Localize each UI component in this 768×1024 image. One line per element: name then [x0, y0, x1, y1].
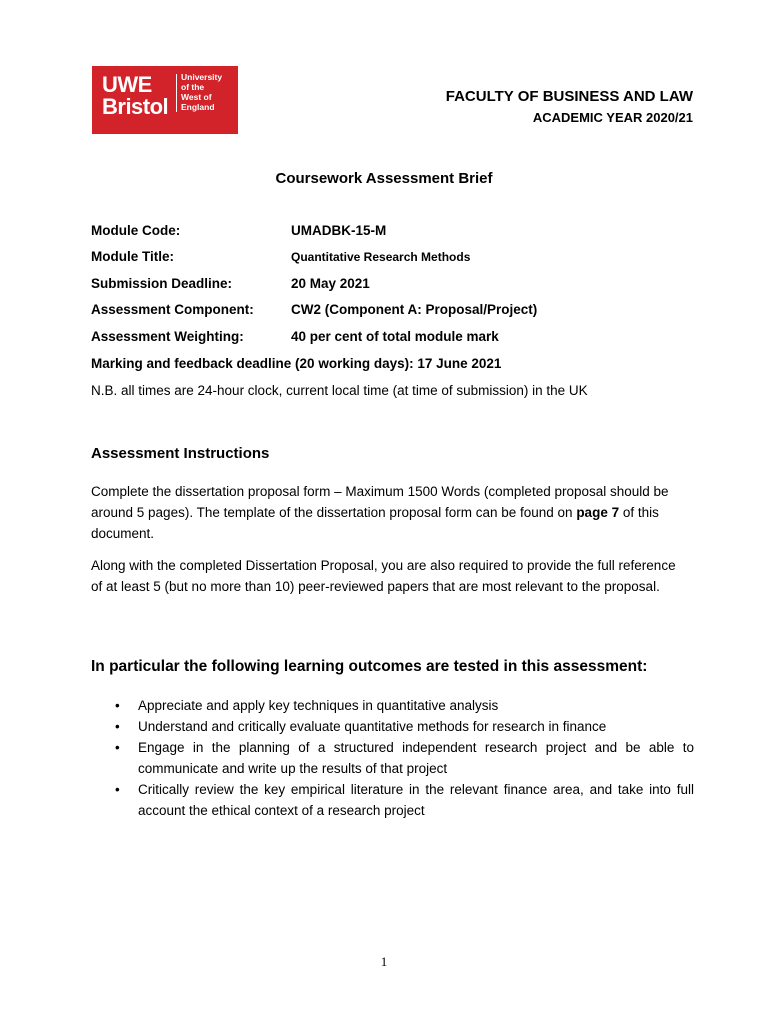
outcome-text: Appreciate and apply key techniques in quantitative analysis [138, 698, 499, 713]
page-reference: page 7 [576, 505, 620, 520]
detail-value: Quantitative Research Methods [291, 250, 471, 264]
detail-label: Module Title: [91, 249, 174, 264]
detail-label: Assessment Component: [91, 302, 254, 317]
learning-outcomes-list [112, 695, 694, 821]
time-note: N.B. all times are 24-hour clock, current local time (at time of submission) in the UK [91, 383, 588, 398]
bullet-icon: • [115, 698, 120, 713]
outcome-text: Critically review the key empirical literature in the relevant finance area, and take into full account the ethical context of a research project [138, 782, 694, 818]
logo-side-line3: West of [181, 92, 212, 102]
detail-value: CW2 (Component A: Proposal/Project) [291, 302, 538, 317]
list-item [112, 779, 694, 821]
instructions-heading: Assessment Instructions [91, 445, 270, 462]
outcome-text: Understand and critically evaluate quantitative methods for research in finance [138, 719, 607, 734]
instructions-paragraph-2: Along with the completed Dissertation Proposal, you are also required to provide the full reference of at least 5 (but no more than 10) peer-reviewed papers that are most relevant to the proposal. [91, 558, 676, 594]
logo-wordmark-line2: Bristol [102, 94, 169, 119]
detail-label: Assessment Weighting: [91, 329, 244, 344]
detail-value: 20 May 2021 [291, 276, 370, 291]
list-item [112, 737, 694, 779]
logo-university-name [181, 72, 222, 112]
page-title: Coursework Assessment Brief [275, 170, 493, 187]
logo-side-line2: of the [181, 82, 205, 92]
logo-divider [176, 74, 177, 112]
bullet-icon: • [115, 719, 120, 734]
outcomes-heading: In particular the following learning outcomes are tested in this assessment: [91, 658, 648, 675]
marking-deadline: Marking and feedback deadline (20 working days): 17 June 2021 [91, 356, 502, 371]
page-number: 1 [380, 954, 388, 969]
outcome-text: Engage in the planning of a structured independent research project and be able to communicate and write up the results of that project [138, 740, 694, 776]
detail-value: UMADBK-15-M [291, 223, 387, 238]
logo-side-line4: England [181, 102, 215, 112]
bullet-icon: • [115, 782, 120, 797]
instructions-text: Complete the dissertation proposal form – Maximum 1500 Words (completed proposal should be around 5 pages). The template of the dissertation proposal form can be found on [91, 484, 669, 520]
detail-label: Module Code: [91, 223, 181, 238]
logo-wordmark [102, 74, 168, 118]
bullet-icon: • [115, 740, 120, 755]
instructions-text: of this document. [91, 505, 659, 541]
instructions-paragraph-1 [91, 481, 687, 544]
list-item [112, 716, 694, 737]
logo-side-line1: University [181, 72, 223, 82]
detail-label: Submission Deadline: [91, 276, 233, 291]
academic-year: ACADEMIC YEAR 2020/21 [532, 110, 693, 125]
faculty-title: FACULTY OF BUSINESS AND LAW [445, 88, 693, 105]
list-item [112, 695, 694, 716]
uwe-bristol-logo [92, 66, 238, 134]
logo-wordmark-line1: UWE [102, 72, 152, 97]
detail-value: 40 per cent of total module mark [291, 329, 499, 344]
